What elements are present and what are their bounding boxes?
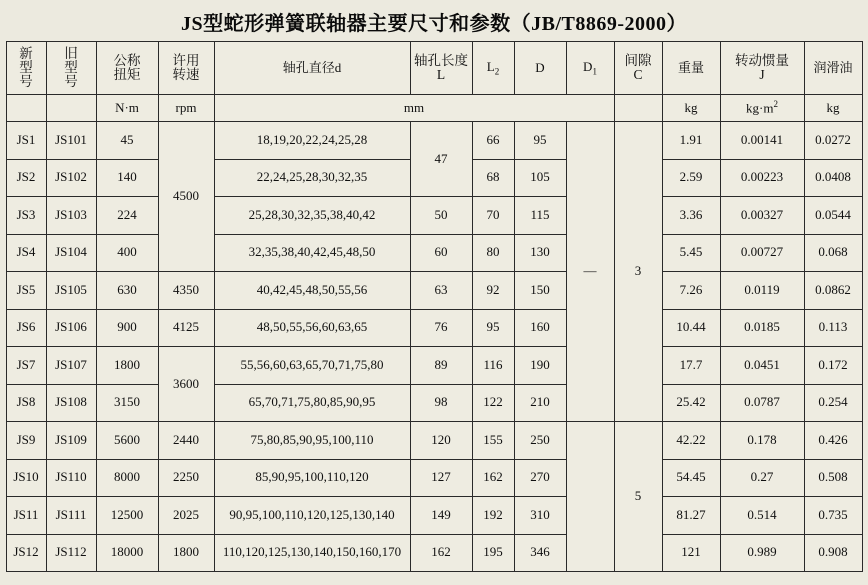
cell-weight: 42.22 <box>662 422 720 460</box>
cell-bore-length: 89 <box>410 347 472 385</box>
cell-torque: 8000 <box>96 459 158 497</box>
col-header-d1: $D_1$ <box>566 42 614 95</box>
cell-weight: 2.59 <box>662 159 720 197</box>
unit-grease: kg <box>804 95 862 122</box>
col-header-bore-diameter: 轴孔直径d <box>214 42 410 95</box>
cell-grease: 0.254 <box>804 384 862 422</box>
cell-bore: 85,90,95,100,110,120 <box>214 459 410 497</box>
cell-l2: 66 <box>472 122 514 160</box>
cell-gap-5: 5 <box>614 422 662 572</box>
cell-grease: 0.0544 <box>804 197 862 235</box>
cell-new-model: JS9 <box>6 422 46 460</box>
cell-torque: 1800 <box>96 347 158 385</box>
col-header-torque: 公称 扭矩 <box>96 42 158 95</box>
table-unit-row <box>6 95 862 122</box>
unit-inertia: $kg\cdot m^2$ <box>720 95 804 122</box>
cell-d: 160 <box>514 309 566 347</box>
table-row <box>6 534 862 572</box>
cell-inertia: 0.178 <box>720 422 804 460</box>
col-header-weight: 重量 <box>662 42 720 95</box>
cell-weight: 81.27 <box>662 497 720 535</box>
cell-weight: 54.45 <box>662 459 720 497</box>
cell-torque: 224 <box>96 197 158 235</box>
cell-old-model: JS107 <box>46 347 96 385</box>
cell-l2: 92 <box>472 272 514 310</box>
cell-l2: 70 <box>472 197 514 235</box>
cell-bore-length: 149 <box>410 497 472 535</box>
col-header-new-model: 新 型 号 <box>6 42 46 95</box>
cell-bore-length: 162 <box>410 534 472 572</box>
cell-weight: 5.45 <box>662 234 720 272</box>
col-header-bore-length: 轴孔长度 L <box>410 42 472 95</box>
cell-speed: 2250 <box>158 459 214 497</box>
cell-grease: 0.0408 <box>804 159 862 197</box>
cell-inertia: 0.00727 <box>720 234 804 272</box>
cell-bore-length: 63 <box>410 272 472 310</box>
cell-speed: 4125 <box>158 309 214 347</box>
cell-inertia: 0.514 <box>720 497 804 535</box>
unit-old-model <box>46 95 96 122</box>
col-header-old-model: 旧 型 号 <box>46 42 96 95</box>
cell-l2: 116 <box>472 347 514 385</box>
cell-d: 346 <box>514 534 566 572</box>
table-row <box>6 422 862 460</box>
cell-new-model: JS12 <box>6 534 46 572</box>
page-title: JS型蛇形弹簧联轴器主要尺寸和参数（JB/T8869-2000） <box>180 13 688 35</box>
cell-bore-length: 60 <box>410 234 472 272</box>
cell-bore: 40,42,45,48,50,55,56 <box>214 272 410 310</box>
unit-new-model <box>6 95 46 122</box>
cell-grease: 0.068 <box>804 234 862 272</box>
cell-new-model: JS7 <box>6 347 46 385</box>
cell-d: 130 <box>514 234 566 272</box>
cell-speed-3600: 3600 <box>158 347 214 422</box>
cell-torque: 140 <box>96 159 158 197</box>
cell-inertia: 0.989 <box>720 534 804 572</box>
table-row <box>6 122 862 160</box>
unit-torque: N·m <box>96 95 158 122</box>
col-header-d: D <box>514 42 566 95</box>
cell-grease: 0.0862 <box>804 272 862 310</box>
cell-torque: 12500 <box>96 497 158 535</box>
cell-speed: 2440 <box>158 422 214 460</box>
cell-d: 105 <box>514 159 566 197</box>
cell-grease: 0.172 <box>804 347 862 385</box>
cell-gap-3: 3 <box>614 122 662 422</box>
cell-new-model: JS11 <box>6 497 46 535</box>
cell-old-model: JS108 <box>46 384 96 422</box>
cell-new-model: JS1 <box>6 122 46 160</box>
cell-weight: 25.42 <box>662 384 720 422</box>
cell-bore: 75,80,85,90,95,100,110 <box>214 422 410 460</box>
cell-torque: 900 <box>96 309 158 347</box>
cell-torque: 400 <box>96 234 158 272</box>
cell-old-model: JS111 <box>46 497 96 535</box>
cell-bore: 48,50,55,56,60,63,65 <box>214 309 410 347</box>
cell-inertia: 0.0787 <box>720 384 804 422</box>
cell-bore: 22,24,25,28,30,32,35 <box>214 159 410 197</box>
cell-old-model: JS102 <box>46 159 96 197</box>
cell-weight: 10.44 <box>662 309 720 347</box>
cell-inertia: 0.00327 <box>720 197 804 235</box>
cell-old-model: JS112 <box>46 534 96 572</box>
table-row <box>6 197 862 235</box>
cell-old-model: JS103 <box>46 197 96 235</box>
cell-d: 95 <box>514 122 566 160</box>
table-row <box>6 272 862 310</box>
cell-d: 115 <box>514 197 566 235</box>
cell-l2: 192 <box>472 497 514 535</box>
cell-bore-length-47: 47 <box>410 122 472 197</box>
cell-torque: 45 <box>96 122 158 160</box>
cell-old-model: JS104 <box>46 234 96 272</box>
cell-weight: 1.91 <box>662 122 720 160</box>
table-row <box>6 497 862 535</box>
cell-old-model: JS105 <box>46 272 96 310</box>
col-header-l2: $L_2$ <box>472 42 514 95</box>
cell-torque: 18000 <box>96 534 158 572</box>
cell-new-model: JS10 <box>6 459 46 497</box>
cell-bore: 55,56,60,63,65,70,71,75,80 <box>214 347 410 385</box>
unit-speed: rpm <box>158 95 214 122</box>
cell-speed: 4350 <box>158 272 214 310</box>
cell-old-model: JS101 <box>46 122 96 160</box>
cell-bore: 32,35,38,40,42,45,48,50 <box>214 234 410 272</box>
col-header-grease: 润滑油 <box>804 42 862 95</box>
cell-d: 210 <box>514 384 566 422</box>
table-row <box>6 234 862 272</box>
cell-new-model: JS4 <box>6 234 46 272</box>
cell-grease: 0.113 <box>804 309 862 347</box>
cell-l2: 95 <box>472 309 514 347</box>
cell-d: 150 <box>514 272 566 310</box>
cell-inertia: 0.0451 <box>720 347 804 385</box>
col-header-inertia: 转动惯量 J <box>720 42 804 95</box>
cell-l2: 155 <box>472 422 514 460</box>
cell-new-model: JS5 <box>6 272 46 310</box>
cell-new-model: JS3 <box>6 197 46 235</box>
col-header-gap: 间隙 C <box>614 42 662 95</box>
cell-bore: 25,28,30,32,35,38,40,42 <box>214 197 410 235</box>
cell-new-model: JS8 <box>6 384 46 422</box>
parameters-table <box>6 41 863 572</box>
cell-bore-length: 98 <box>410 384 472 422</box>
cell-weight: 3.36 <box>662 197 720 235</box>
table-row <box>6 309 862 347</box>
cell-speed-4500: 4500 <box>158 122 214 272</box>
cell-grease: 0.426 <box>804 422 862 460</box>
cell-bore-length: 127 <box>410 459 472 497</box>
cell-weight: 121 <box>662 534 720 572</box>
cell-inertia: 0.00141 <box>720 122 804 160</box>
cell-l2: 162 <box>472 459 514 497</box>
cell-l2: 80 <box>472 234 514 272</box>
unit-mm-span: mm <box>214 95 614 122</box>
unit-gap <box>614 95 662 122</box>
cell-d1-empty <box>566 422 614 572</box>
cell-inertia: 0.27 <box>720 459 804 497</box>
cell-d: 190 <box>514 347 566 385</box>
table-row <box>6 459 862 497</box>
cell-bore-length: 50 <box>410 197 472 235</box>
cell-l2: 68 <box>472 159 514 197</box>
cell-speed: 2025 <box>158 497 214 535</box>
cell-grease: 0.0272 <box>804 122 862 160</box>
cell-weight: 17.7 <box>662 347 720 385</box>
cell-bore-length: 76 <box>410 309 472 347</box>
table-row <box>6 347 862 385</box>
cell-bore: 18,19,20,22,24,25,28 <box>214 122 410 160</box>
cell-d1-dash: — <box>566 122 614 422</box>
cell-new-model: JS2 <box>6 159 46 197</box>
cell-d: 270 <box>514 459 566 497</box>
cell-old-model: JS106 <box>46 309 96 347</box>
cell-torque: 5600 <box>96 422 158 460</box>
table-header-row <box>6 42 862 95</box>
unit-weight: kg <box>662 95 720 122</box>
cell-old-model: JS109 <box>46 422 96 460</box>
cell-weight: 7.26 <box>662 272 720 310</box>
cell-bore: 90,95,100,110,120,125,130,140 <box>214 497 410 535</box>
cell-l2: 195 <box>472 534 514 572</box>
cell-speed: 1800 <box>158 534 214 572</box>
cell-grease: 0.908 <box>804 534 862 572</box>
cell-d: 250 <box>514 422 566 460</box>
col-header-speed: 许用 转速 <box>158 42 214 95</box>
cell-d: 310 <box>514 497 566 535</box>
cell-bore: 65,70,71,75,80,85,90,95 <box>214 384 410 422</box>
cell-grease: 0.735 <box>804 497 862 535</box>
cell-grease: 0.508 <box>804 459 862 497</box>
cell-bore-length: 120 <box>410 422 472 460</box>
cell-bore: 110,120,125,130,140,150,160,170 <box>214 534 410 572</box>
cell-inertia: 0.0185 <box>720 309 804 347</box>
cell-l2: 122 <box>472 384 514 422</box>
cell-new-model: JS6 <box>6 309 46 347</box>
cell-inertia: 0.0119 <box>720 272 804 310</box>
table-row <box>6 384 862 422</box>
cell-old-model: JS110 <box>46 459 96 497</box>
cell-torque: 630 <box>96 272 158 310</box>
cell-inertia: 0.00223 <box>720 159 804 197</box>
cell-torque: 3150 <box>96 384 158 422</box>
